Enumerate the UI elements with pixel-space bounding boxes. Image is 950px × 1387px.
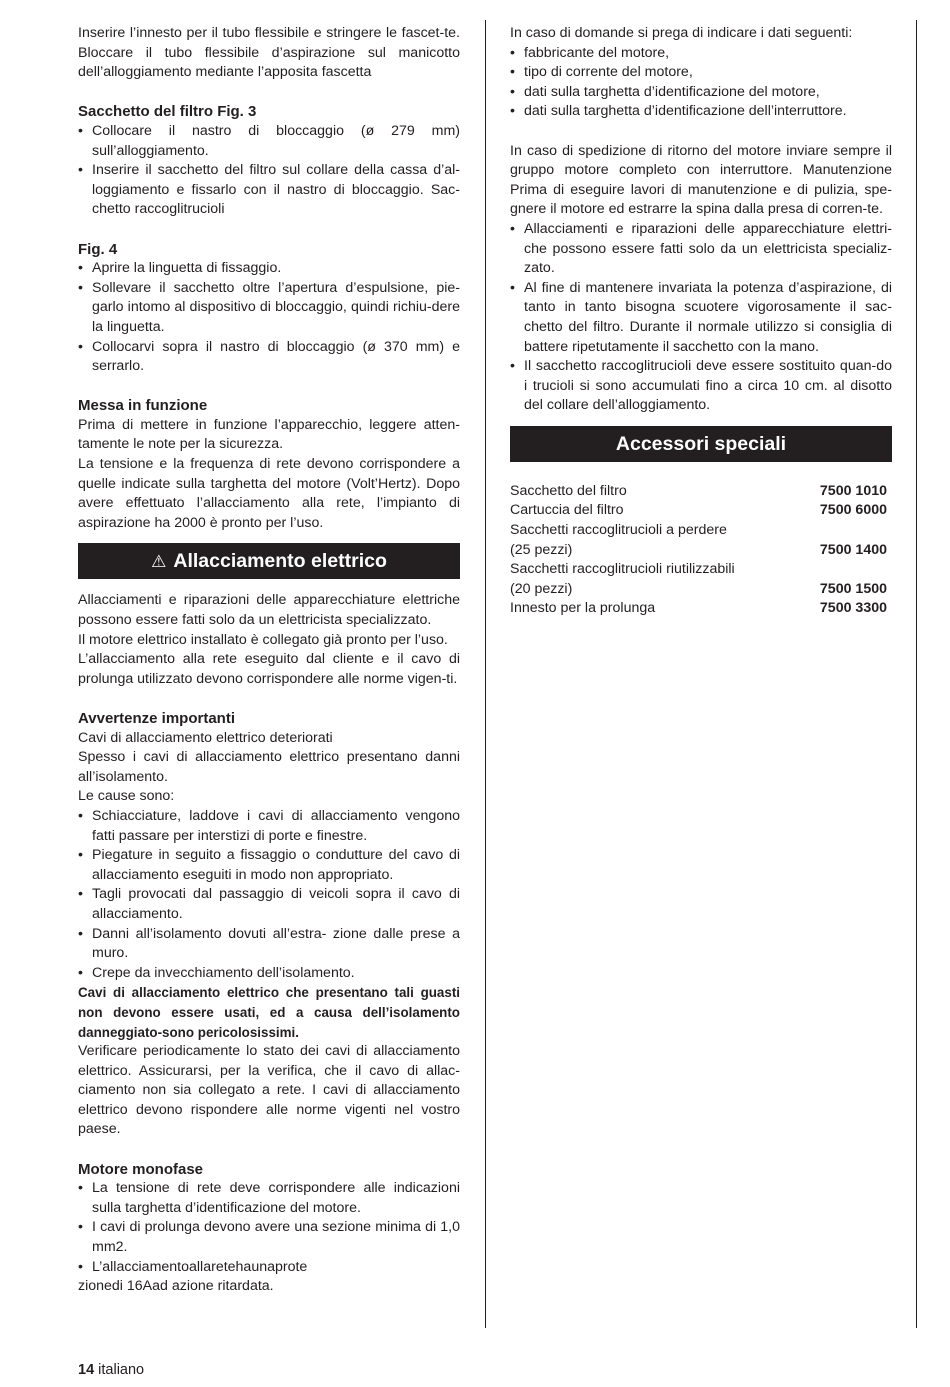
startup-heading: Messa in funzione xyxy=(78,397,208,415)
list-item: • Sollevare il sacchetto oltre l’apertura d’espulsione, pie-garlo intomo al dispositivo di bloccaggio, quindi richiu-dere la linguetta. xyxy=(78,279,460,338)
accessory-code: 7500 1010 xyxy=(819,482,887,499)
electrical-section-title: Allacciamento elettrico xyxy=(173,550,387,573)
table-row xyxy=(510,599,892,619)
table-row xyxy=(510,580,892,600)
accessories-section-title: Accessori speciali xyxy=(615,432,787,455)
maintenance-list xyxy=(510,220,892,416)
accessory-name-cont: (20 pezzi) xyxy=(510,580,573,597)
list-item: • Collocarvi sopra il nastro di bloccaggio (ø 370 mm) e serrarlo. xyxy=(78,338,460,377)
page-number: 14 xyxy=(78,1362,95,1378)
list-item: • Allacciamenti e riparazioni delle apparecchiature elettri-che possono essere fatti solo da un elettricista specializ-zato. xyxy=(510,220,892,279)
warnings-closing: Verificare periodicamente lo stato dei cavi di allacciamento elettrico. Assicurarsi, per la verifica, che il cavo di allac-ciamento non sia collegato a rete. I cavi di allacciamento elettrico devono rispondere alle norme vigenti nel vostro paese. xyxy=(78,1043,460,1138)
list-item: • Piegature in seguito a fissaggio o condutture del cavo di allacciamento eseguiti in modo non appropriato. xyxy=(78,846,460,885)
footer-language: italiano xyxy=(98,1362,145,1378)
warnings-line: Cavi di allacciamento elettrico deteriorati xyxy=(78,729,333,746)
warning-triangle-icon: ⚠ xyxy=(151,552,167,572)
filter-bag-list xyxy=(78,122,460,220)
accessory-code: 7500 6000 xyxy=(819,502,887,519)
list-item: • L’allacciamentoallaretehaunaprote xyxy=(78,1258,460,1278)
fig4-list xyxy=(78,259,460,377)
single-phase-heading: Motore monofase xyxy=(78,1160,204,1178)
startup-paragraph: Prima di mettere in funzione l’apparecchio, leggere atten-tamente le note per la sicurezza. xyxy=(78,416,460,453)
accessory-code: 7500 3300 xyxy=(819,600,887,617)
single-phase-tail: zionedi 16Aad azione ritardata. xyxy=(78,1278,274,1295)
table-row xyxy=(510,560,892,580)
accessories-table xyxy=(510,482,892,619)
accessory-name-cont: (25 pezzi) xyxy=(510,541,573,558)
startup-paragraph: La tensione e la frequenza di rete devono corrispondere a quelle indicate sulla targhetta del motore (Volt’Hertz). Dopo avere effettuato l’allacciamento alla rete, l’impianto di aspirazione ha 2000 è pronto per l’uso. xyxy=(78,456,460,531)
accessory-code: 7500 1500 xyxy=(819,580,887,597)
accessory-name: Innesto per la prolunga xyxy=(510,600,656,617)
accessory-name: Sacchetto del filtro xyxy=(510,482,627,499)
questions-list xyxy=(510,44,892,122)
warnings-line: Spesso i cavi di allacciamento elettrico presentano danni all’isolamento. xyxy=(78,749,460,785)
electrical-section-bar xyxy=(78,543,460,579)
list-item: • Aprire la linguetta di fissaggio. xyxy=(78,259,460,279)
column-divider-right xyxy=(916,20,917,1328)
list-item: • Inserire il sacchetto del filtro sul collare della cassa d’al-loggiamento e fissarlo con il nastro di bloccaggio. Sac-chetto raccoglitrucioli xyxy=(78,161,460,220)
warnings-line: Le cause sono: xyxy=(78,788,175,805)
list-item: • Il sacchetto raccoglitrucioli deve essere sostituito quan-do i trucioli si sono accumulati fino a circa 10 cm. al disotto del collare dell’alloggiamento. xyxy=(510,357,892,416)
left-column xyxy=(78,24,460,1297)
electrical-paragraph: Il motore elettrico installato è collegato già pronto per l’uso. xyxy=(78,631,448,648)
accessories-section-bar xyxy=(510,426,892,462)
list-item: • Tagli provocati dal passaggio di veicoli sopra il cavo di allacciamento. xyxy=(78,885,460,924)
accessory-name: Cartuccia del filtro xyxy=(510,502,624,519)
accessory-name: Sacchetti raccoglitrucioli a perdere xyxy=(510,522,727,539)
questions-intro: In caso di domande si prega di indicare i dati seguenti: xyxy=(510,25,853,41)
list-item: • I cavi di prolunga devono avere una sezione minima di 1,0 mm2. xyxy=(78,1218,460,1257)
list-item: • Crepe da invecchiamento dell’isolamento. xyxy=(78,964,460,984)
warnings-heading: Avvertenze importanti xyxy=(78,710,235,727)
electrical-paragraph: Allacciamenti e riparazioni delle apparecchiature elettriche possono essere fatti solo da un elettricista specializzato. xyxy=(78,592,460,629)
return-paragraph: In caso di spedizione di ritorno del motore inviare sempre il gruppo motore completo con interruttore. Manutenzione Prima di eseguire lavori di manutenzione e di pulizia, spe-gnere il motore ed estrarre la spina dalla presa di corren-te. xyxy=(510,142,892,218)
table-row xyxy=(510,521,892,541)
list-item: • La tensione di rete deve corrispondere alle indicazioni sulla targhetta d’identificazione del motore. xyxy=(78,1179,460,1218)
list-item: • tipo di corrente del motore, xyxy=(510,63,892,83)
table-row xyxy=(510,501,892,521)
list-item: • Danni all’isolamento dovuti all’estra- zione dalle prese a muro. xyxy=(78,925,460,964)
warnings-bold-note: Cavi di allacciamento elettrico che presentano tali guasti non devono essere usati, ed a causa dell’isolamento danneggiato-sono pericolosissimi. xyxy=(78,985,460,1040)
table-row xyxy=(510,482,892,502)
accessory-code: 7500 1400 xyxy=(819,541,887,558)
filter-bag-heading: Sacchetto del filtro Fig. 3 xyxy=(78,103,257,121)
intro-paragraph: Inserire l’innesto per il tubo flessibile e stringere le fascet-te. Bloccare il tubo flessibile d’aspirazione sul manicotto dell’alloggiamento mediante l’apposita fascetta xyxy=(78,25,460,81)
list-item: • dati sulla targhetta d’identificazione dell’interruttore. xyxy=(510,102,892,122)
list-item: • Al fine di mantenere invariata la potenza d’aspirazione, di tanto in tanto bisogna scuotere vigorosamente il sac-chetto del filtro. Durante il normale utilizzo si consiglia di battere ripetutamente il sacchetto con la mano. xyxy=(510,279,892,357)
page-footer xyxy=(78,1362,144,1378)
electrical-paragraph: L’allacciamento alla rete eseguito dal cliente e il cavo di prolunga utilizzato devono corrispondere alle norme vigen-ti. xyxy=(78,651,460,687)
table-row xyxy=(510,541,892,561)
list-item: • dati sulla targhetta d’identificazione del motore, xyxy=(510,83,892,103)
list-item: • Collocare il nastro di bloccaggio (ø 279 mm) sull’alloggiamento. xyxy=(78,122,460,161)
right-column xyxy=(510,24,892,619)
list-item: • fabbricante del motore, xyxy=(510,44,892,64)
warnings-list xyxy=(78,807,460,983)
single-phase-list xyxy=(78,1179,460,1277)
fig4-heading: Fig. 4 xyxy=(78,240,118,258)
accessory-name: Sacchetti raccoglitrucioli riutilizzabili xyxy=(510,561,735,578)
list-item: • Schiacciature, laddove i cavi di allacciamento vengono fatti passare per interstizi di porte e finestre. xyxy=(78,807,460,846)
column-divider-left xyxy=(485,20,486,1328)
